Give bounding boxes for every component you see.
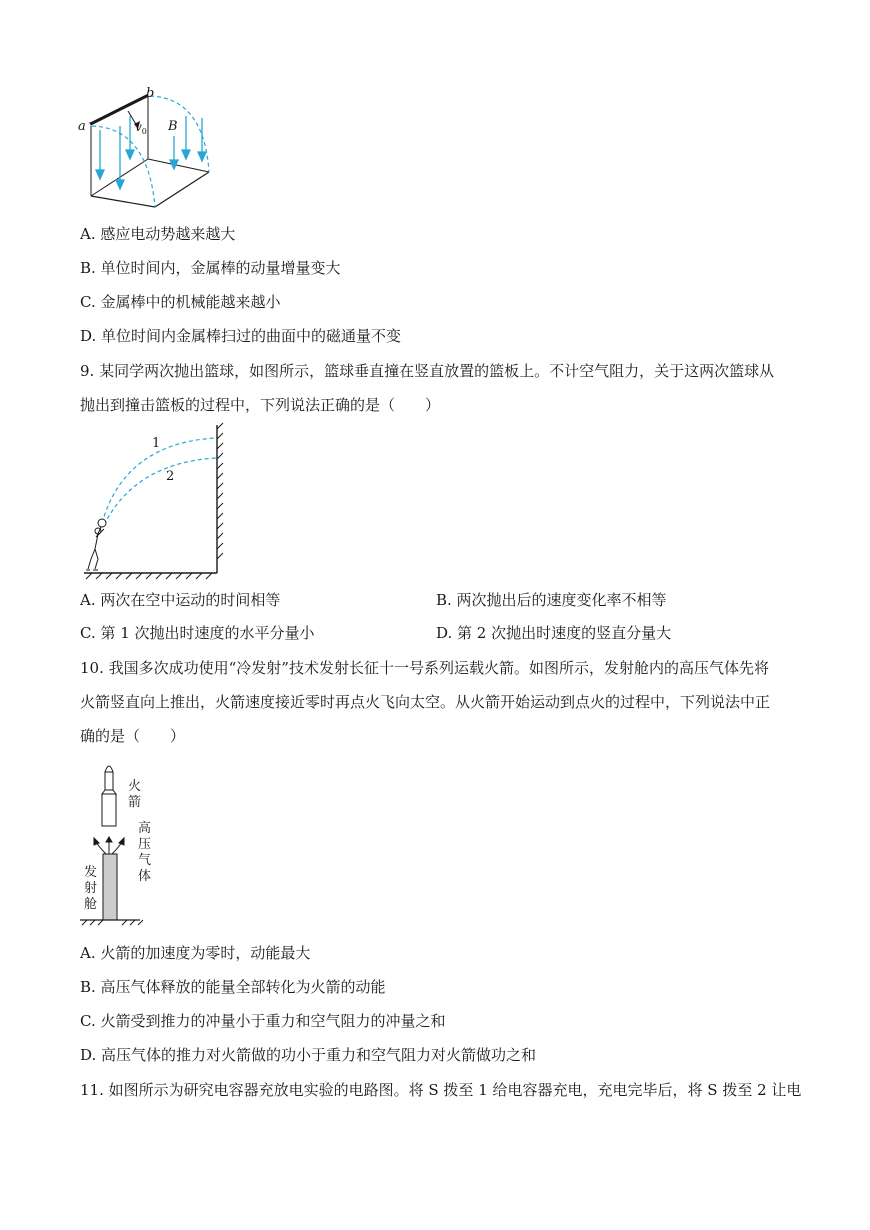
q10-option-d: D. 高压气体的推力对火箭做的功小于重力和空气阻力对火箭做功之和 xyxy=(80,1046,537,1064)
label-b: b xyxy=(146,86,155,101)
rocket xyxy=(102,766,116,826)
label-gas-3: 气 xyxy=(138,853,152,868)
label-rocket-1: 火 xyxy=(128,779,142,794)
label-B: B xyxy=(168,119,178,134)
label-v0: $v_0$ xyxy=(135,120,147,136)
label-gas-4: 体 xyxy=(138,869,152,884)
q8-option-a: A. 感应电动势越来越大 xyxy=(80,225,236,243)
gas-arrows xyxy=(94,837,124,854)
q8-figure xyxy=(78,86,228,211)
label-gas-2: 压 xyxy=(138,837,152,852)
trajectory-2 xyxy=(104,458,216,525)
q9-figure xyxy=(80,423,240,578)
q10-stem-line-2: 火箭竖直向上推出，火箭速度接近零时再点火飞向太空。从火箭开始运动到点火的过程中，下列说法中正 xyxy=(80,693,771,711)
q9-option-a: A. 两次在空中运动的时间相等 xyxy=(80,591,281,609)
q11-stem-line-1: 11. 如图所示为研究电容器充放电实验的电路图。将 S 拨至 1 给电容器充电，充电完毕后，将 S 拨至 2 让电 xyxy=(80,1081,802,1099)
box-edge xyxy=(155,172,209,207)
label-silo-3: 舱 xyxy=(84,897,98,912)
q8-option-b: B. 单位时间内，金属棒的动量增量变大 xyxy=(80,259,341,277)
q9-option-b: B. 两次抛出后的速度变化率不相等 xyxy=(436,591,667,609)
q10-option-b: B. 高压气体释放的能量全部转化为火箭的动能 xyxy=(80,978,386,996)
label-a: a xyxy=(78,119,86,134)
trajectory-b xyxy=(150,96,209,172)
player-figure xyxy=(86,519,106,570)
q10-option-c: C. 火箭受到推力的冲量小于重力和空气阻力的冲量之和 xyxy=(80,1012,446,1030)
label-trajectory-2: 2 xyxy=(166,469,175,484)
label-rocket-2: 箭 xyxy=(128,795,142,810)
box-edge xyxy=(148,159,209,172)
q8-option-c: C. 金属棒中的机械能越来越小 xyxy=(80,293,281,311)
q10-figure xyxy=(78,758,168,928)
q10-option-a: A. 火箭的加速度为零时，动能最大 xyxy=(80,944,311,962)
q9-option-c: C. 第 1 次抛出时速度的水平分量小 xyxy=(80,624,315,642)
label-gas-1: 高 xyxy=(138,821,152,836)
field-arrows xyxy=(96,116,206,189)
launch-silo xyxy=(103,854,117,920)
q9-option-d: D. 第 2 次抛出时速度的竖直分量大 xyxy=(436,624,672,642)
q8-option-d: D. 单位时间内金属棒扫过的曲面中的磁通量不变 xyxy=(80,327,402,345)
q9-stem-line-1: 9. 某同学两次抛出篮球，如图所示，篮球垂直撞在竖直放置的篮板上。不计空气阻力，关于这两次篮球从 xyxy=(80,362,775,380)
label-silo-2: 射 xyxy=(84,881,98,896)
label-silo-1: 发 xyxy=(84,865,98,880)
q10-stem-line-1: 10. 我国多次成功使用“冷发射”技术发射长征十一号系列运载火箭。如图所示，发射舱内的高压气体先将 xyxy=(80,659,769,677)
q10-stem-line-3: 确的是（ ） xyxy=(80,727,186,745)
q9-stem-line-2: 抛出到撞击篮板的过程中，下列说法正确的是（ ） xyxy=(80,396,441,414)
label-trajectory-1: 1 xyxy=(152,436,161,451)
trajectory-a xyxy=(92,126,155,207)
box-edge xyxy=(91,196,155,207)
